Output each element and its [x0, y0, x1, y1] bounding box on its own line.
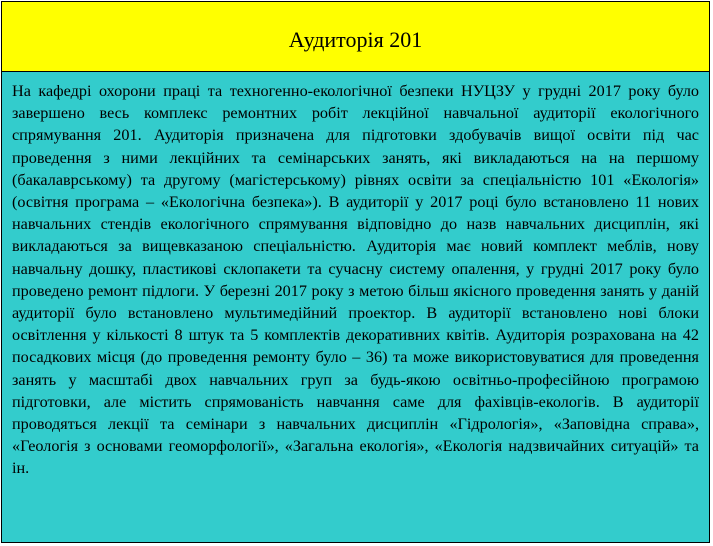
slide-frame	[1, 1, 710, 543]
slide-body	[2, 72, 709, 542]
body-paragraph: На кафедрі охорони праці та техногенно-екологічної безпеки НУЦЗУ у грудні 2017 року було завершено весь комплекс ремонтних робіт лекційної навчальної аудиторії екологічного спрямування 201. Аудиторія призначена для підготовки здобувачів вищої освіти під час проведення з ними лекційних та семінарських занять, які викладаються на на першому (бакалаврському) та другому (магістерському) рівнях освіти за спеціальністю 101 «Екологія» (освітня програма – «Екологічна безпека»). В аудиторії у 2017 році було встановлено 11 нових навчальних стендів екологічного спрямування відповідно до назв навчальних дисциплін, які викладаються за вищевказаною спеціальністю. Аудиторія має новий комплект меблів, нову навчальну дошку, пластикові склопакети та сучасну систему опалення, у грудні 2017 року було проведено ремонт підлоги. У березні 2017 року з метою більш якісного проведення занять у даній аудиторії було встановлено мультимедійний проектор. В аудиторії встановлено нові блоки освітлення у кількості 8 штук та 5 комплектів декоративних квітів. Аудиторія розрахована на 42 посадкових місця (до проведення ремонту було – 36) та може використовуватися для проведення занять у масштабі двох навчальних груп за будь-якою освітньо-професійною програмою підготовки, але містить спрямованість навчання саме для фахівців-екологів. В аудиторії проводяться лекції та семінари з навчальних дисциплін «Гідрологія», «Заповідна справа», «Геологія з основами геоморфології», «Загальна екологія», «Екологія надзвичайних ситуацій» та ін.	[12, 82, 699, 478]
slide-header	[2, 2, 709, 72]
slide-title: Аудиторія 201	[288, 26, 423, 52]
